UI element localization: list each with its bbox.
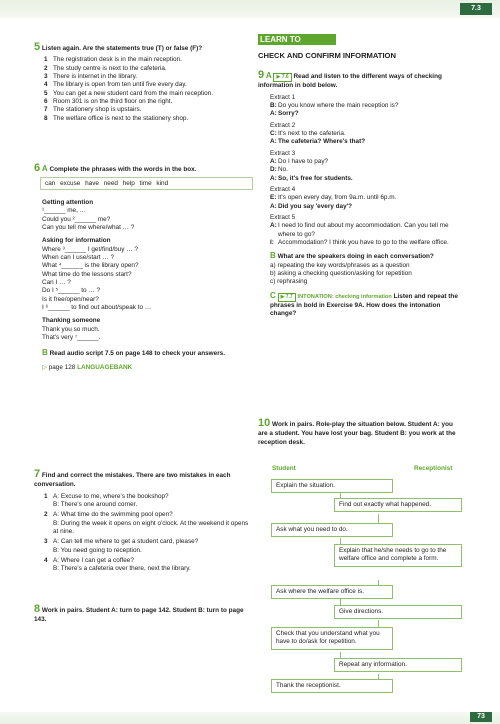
exercise-10: [258, 416, 463, 447]
dialogue-text: Do you know where the main reception is?: [278, 101, 399, 109]
conversation-item: [44, 493, 249, 510]
exercise-title: Read and listen to the different ways of checking information in bold below.: [258, 73, 442, 90]
item-number: 8: [44, 114, 48, 122]
item-text: The welfare office is next to the stationery shop.: [53, 114, 189, 122]
item-number: 1: [44, 492, 48, 500]
dialogue-text: The cafeteria? Where's that?: [278, 138, 366, 146]
dialogue-text: I need to find out about my accommodation. Can you tell me where to go?: [278, 222, 449, 238]
speaker: A:: [270, 110, 277, 118]
statement-item: [44, 98, 249, 106]
extract-heading: Extract 2: [270, 121, 296, 129]
line-b: B: You need going to reception.: [53, 546, 142, 554]
item-text: The study centre is next to the cafeteria.: [53, 64, 167, 72]
extract-line: [270, 239, 463, 247]
statement-item: [44, 56, 249, 64]
conversation-item: [44, 511, 249, 536]
option-item: b) asking a checking question/asking for repetition: [270, 269, 412, 277]
student-label: Student: [272, 465, 296, 472]
item-number: 3: [44, 538, 48, 546]
flow-box-student: Ask what you need to do.: [271, 523, 393, 537]
speaker: A:: [270, 222, 277, 230]
exercise-5: [34, 40, 249, 123]
dialogue-text: So, it's free for students.: [278, 174, 353, 182]
flow-box-student: Ask where the welfare office is.: [271, 585, 393, 599]
phrase-line: Can I … ?: [42, 278, 71, 286]
item-number: 4: [44, 81, 48, 89]
flow-box-student: Thank the receptionist.: [271, 679, 393, 693]
item-text: Room 301 is on the third floor on the right.: [53, 97, 173, 105]
exercise-9: [258, 68, 463, 318]
phrase-line: Can you tell me where/what … ?: [42, 223, 135, 231]
section-tag: 7.3: [460, 3, 492, 15]
footer-bar: [0, 712, 500, 724]
extract-line: [270, 194, 463, 202]
item-text: You can get a new student card from the main reception.: [53, 89, 213, 97]
flow-box-student: Explain the situation.: [271, 479, 393, 493]
option-item: c) rephrasing: [270, 278, 308, 286]
extract-line: [270, 158, 463, 166]
item-number: 3: [44, 72, 48, 80]
phrase-line: ¹______ me, …: [42, 207, 87, 215]
heading-getting-attention: Getting attention: [42, 199, 94, 206]
dialogue-text: It's open every day, from 9a.m. until 6p.m.: [278, 194, 397, 202]
phrase-line: Thank you so much.: [42, 325, 100, 333]
phrase-line: What time do the lessons start?: [42, 270, 132, 278]
speaker: A:: [270, 157, 277, 165]
statement-item: [44, 115, 249, 123]
learn-to-subtitle: CHECK AND CONFIRM INFORMATION: [258, 51, 396, 60]
speaker: D:: [270, 166, 277, 174]
exercise-7: [34, 467, 249, 576]
exercise-6-heading: [34, 161, 249, 175]
flow-connector: [378, 620, 379, 627]
page-number: 73: [470, 712, 492, 722]
speaker: A:: [270, 202, 277, 210]
audio-track-icon[interactable]: ▶ 7.6: [273, 73, 291, 82]
receptionist-label: Receptionist: [414, 465, 453, 472]
item-number: 2: [44, 511, 48, 519]
conversation-item: [44, 538, 249, 555]
flow-box-receptionist: Give directions.: [334, 605, 462, 619]
dialogue-text: Sorry?: [278, 110, 299, 118]
dialogue-text: Accommodation? I think you have to go to the welfare office.: [278, 238, 449, 246]
extract-line: [270, 166, 463, 174]
extract-line: [270, 110, 463, 118]
phrase-line: Is it free/open/near?: [42, 295, 99, 303]
phrase-line: Where ³______ I get/find/buy … ?: [42, 245, 138, 253]
statement-item: [44, 73, 249, 81]
line-b: B: There's a cafeteria over there, next the library.: [53, 565, 191, 573]
exercise-text: Work in pairs. Role-play the situation below. Student A: you are a student. You have lost your bag. Student B: you work at the reception desk.: [258, 421, 456, 446]
exercise-number: 10: [258, 417, 271, 429]
heading-thanking: Thanking someone: [42, 317, 101, 325]
item-number: 4: [44, 556, 48, 564]
learn-to-banner: LEARN TO: [258, 34, 336, 45]
line-a: A: Can tell me where to get a student card, please?: [53, 538, 199, 546]
part-letter: C: [270, 290, 276, 300]
item-text: The stationery shop is upstairs.: [53, 106, 142, 114]
play-icon: ▷: [42, 363, 47, 371]
top-bar: [0, 0, 500, 18]
item-text: There is internet in the library.: [53, 72, 138, 80]
line-a: A: Excuse to me, where's the bookshop?: [53, 492, 169, 500]
phrase-list: [42, 199, 247, 372]
line-a: A: Where I can get a coffee?: [53, 556, 134, 564]
flow-box-receptionist: Repeat any information.: [334, 658, 462, 672]
item-number: 7: [44, 106, 48, 114]
speaker: A:: [270, 174, 277, 182]
item-number: 1: [44, 56, 48, 64]
statement-item: [44, 106, 249, 114]
phrase-line: Could you ²______ me?: [42, 215, 111, 223]
speaker: A:: [270, 138, 277, 146]
statement-item: [44, 65, 249, 73]
statement-item: [44, 81, 249, 89]
phrase-line: What ⁴______ is the library open?: [42, 262, 139, 270]
part-c-text: Listen and repeat the phrases in bold in Exercise 9A. How does the intonation change?: [270, 292, 458, 317]
language-bank-link[interactable]: LANGUAGEBANK: [77, 363, 133, 371]
language-bank-page[interactable]: page 128: [48, 363, 76, 371]
option-item: a) repeating the key words/phrases as a question: [270, 261, 410, 269]
extract-line: [270, 130, 463, 138]
extract-line: [270, 138, 463, 146]
phrase-line: Do I ⁵______ to … ?: [42, 287, 101, 295]
speaker: B:: [270, 101, 277, 109]
exercise-number: 5: [34, 41, 41, 53]
speaker: I:: [270, 238, 274, 246]
exercise-number: 7: [34, 468, 41, 480]
dialogue-text: No.: [278, 166, 288, 174]
flow-connector: [378, 514, 379, 523]
phrase-line: When can I use/start … ?: [42, 253, 115, 261]
speaker: C:: [270, 129, 277, 137]
line-b: B: During the week it opens on eight o'clock. At the weekend it opens at nine.: [53, 519, 249, 535]
exercise-title: Listen again. Are the statements true (T) or false (F)?: [41, 45, 203, 52]
extract-heading: Extract 5: [270, 213, 296, 221]
part-letter: B: [42, 348, 48, 358]
extract-line: [270, 222, 463, 239]
intonation-label: INTONATION: checking information: [297, 293, 392, 300]
statement-item: [44, 90, 249, 98]
phrase-line: That's very ⁷______.: [42, 333, 101, 341]
part-letter: A: [41, 164, 48, 173]
item-number: 5: [44, 89, 48, 97]
dialogue-text: Do I have to pay?: [278, 157, 329, 165]
exercise-8: [34, 602, 249, 625]
exercise-number: 8: [34, 603, 41, 615]
flow-box-receptionist: Find out exactly what happened.: [334, 498, 462, 512]
item-number: 2: [44, 64, 48, 72]
word-box: can excuse have need help time kind: [40, 177, 253, 190]
item-text: The library is open from ten until five every day.: [53, 81, 187, 89]
item-number: 6: [44, 97, 48, 105]
line-a: A: What time do the swimming pool open?: [53, 511, 173, 519]
extract-line: [270, 102, 463, 110]
part-letter: B: [270, 251, 276, 261]
audio-track-icon[interactable]: ▶ 7.7: [278, 293, 296, 302]
part-b-title: What are the speakers doing in each conversation?: [277, 253, 434, 261]
flow-box-student: Check that you understand what you have to do/ask for repetition.: [271, 627, 393, 650]
flow-box-receptionist: Explain that he/she needs to go to the welfare office and complete a form.: [334, 544, 462, 567]
phrase-line: I ⁶______ to find out about/speak to …: [42, 303, 152, 311]
extract-heading: Extract 3: [270, 149, 296, 157]
check-answers-text: Read audio script 7.5 on page 148 to check your answers.: [49, 350, 226, 358]
speaker: E:: [270, 194, 277, 202]
item-text: The registration desk is in the main reception.: [53, 56, 182, 64]
exercise-number: 9: [258, 69, 265, 81]
exercise-title: Complete the phrases with the words in the box.: [49, 166, 197, 173]
exercise-title: Find and correct the mistakes. There are two mistakes in each conversation.: [34, 472, 231, 489]
exercise-number: 6: [34, 162, 41, 174]
extract-heading: Extract 4: [270, 185, 296, 193]
extract-heading: Extract 1: [270, 93, 296, 101]
dialogue-text: Did you say 'every day'?: [278, 202, 353, 210]
extract-line: [270, 203, 463, 211]
statement-list: [34, 56, 249, 123]
line-b: B: There's one around corner.: [53, 500, 138, 508]
conversation-item: [44, 557, 249, 574]
dialogue-text: It's next to the cafeteria.: [278, 129, 346, 137]
heading-asking: Asking for information: [42, 237, 111, 245]
exercise-text: Work in pairs. Student A: turn to page 142. Student B: turn to page 143.: [34, 607, 244, 624]
extract-line: [270, 175, 463, 183]
part-letter: A: [265, 71, 272, 80]
